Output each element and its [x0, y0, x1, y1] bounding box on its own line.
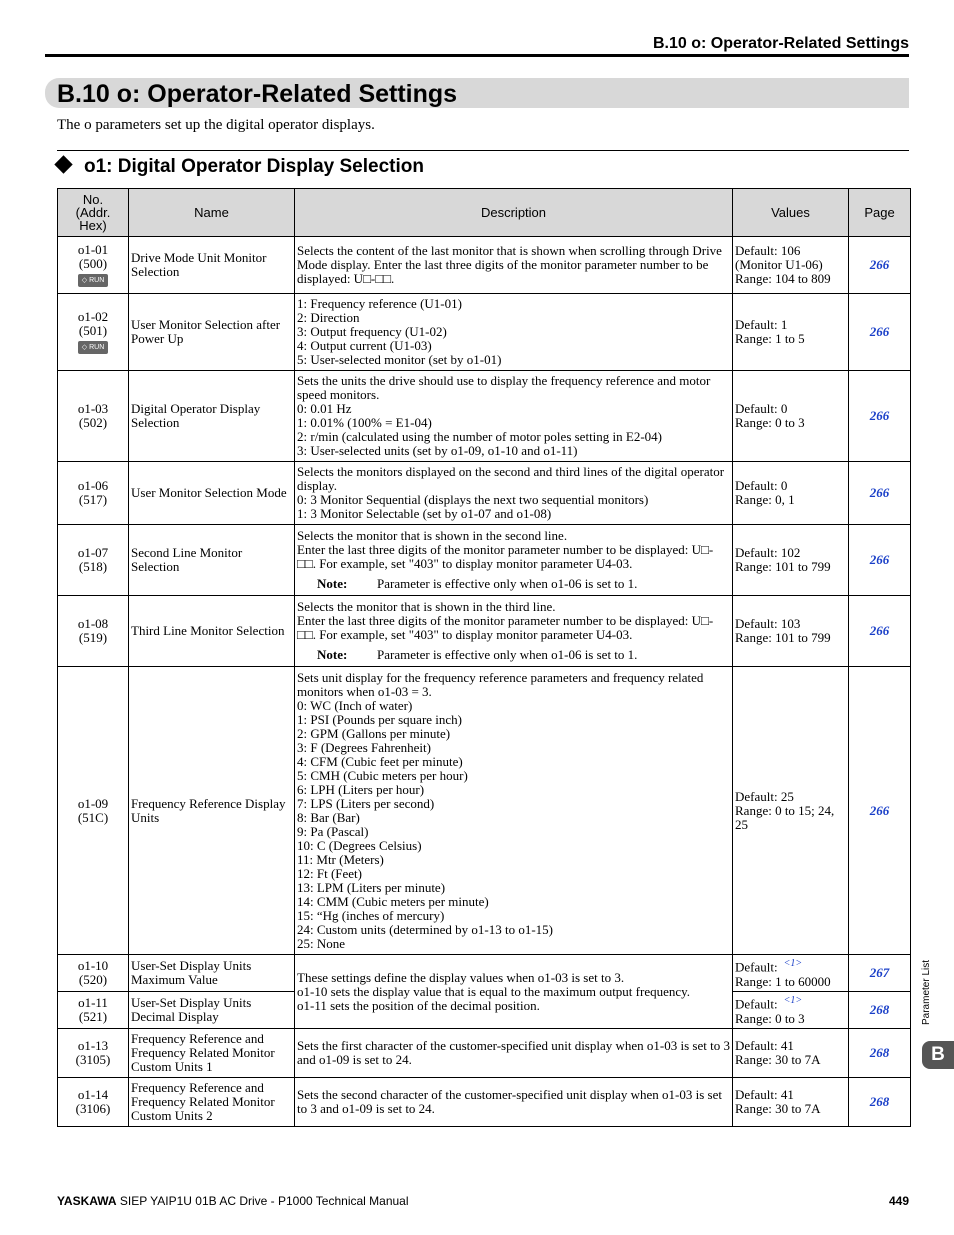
param-values [733, 992, 849, 1029]
description-line: 11: Mtr (Meters) [297, 851, 384, 867]
footnote-link[interactable]: <1> [783, 958, 803, 970]
param-number-cell [58, 1029, 129, 1078]
value-line [735, 416, 846, 430]
value-text: Default: 41 [735, 1038, 794, 1053]
param-description [295, 462, 733, 525]
value-text: Default: 41 [735, 1087, 794, 1102]
page-link[interactable]: 267 [849, 955, 911, 992]
footnote-link[interactable]: <1> [783, 995, 803, 1007]
description-line: 7: LPS (Liters per second) [297, 795, 435, 811]
param-address: (3106) [75, 1101, 111, 1116]
description-line: Selects the monitor that is shown in the second line. [297, 528, 568, 543]
param-name: Drive Mode Unit Monitor Selection [129, 237, 295, 294]
value-text: Range: 0 to 15; 24, 25 [735, 802, 835, 832]
header-description: Description [295, 189, 733, 237]
value-line [735, 318, 846, 332]
description-line: Sets the second character of the customer-specified unit display when o1-03 is set to 3 and o1-09 is set to 24. [297, 1087, 723, 1116]
description-line: Selects the content of the last monitor that is shown when scrolling through Drive Mode display. Enter the last three digits of the monitor parameter number to be displayed: U□-□□. [297, 243, 722, 286]
value-line [735, 1012, 846, 1026]
description-line: 12: Ft (Feet) [297, 865, 362, 881]
value-text: Range: 104 to 809 [735, 271, 831, 286]
param-name: User-Set Display Units Maximum Value [129, 955, 295, 992]
param-number-cell [58, 294, 129, 371]
value-text: Range: 0, 1 [735, 492, 795, 507]
param-number: o1-13 [77, 1038, 109, 1053]
value-text: Default: 102 [735, 545, 801, 560]
table-row [58, 294, 911, 371]
description-line: 3: F (Degrees Fahrenheit) [297, 739, 431, 755]
param-number-cell [58, 525, 129, 596]
description-line: 5: CMH (Cubic meters per hour) [297, 767, 468, 783]
description-line: Selects the monitors displayed on the second and third lines of the digital operator display. [297, 464, 725, 493]
page-link[interactable]: 266 [849, 371, 911, 462]
param-number-cell [58, 955, 129, 992]
parameter-table [57, 188, 911, 1127]
param-number: o1-14 [77, 1087, 109, 1102]
param-name: Frequency Reference Display Units [129, 667, 295, 955]
subsection-title: o1: Digital Operator Display Selection [84, 156, 424, 177]
description-line: 10: C (Degrees Celsius) [297, 837, 422, 853]
page-link[interactable]: 266 [849, 596, 911, 667]
value-text: Default: 106 [735, 243, 801, 258]
param-description [295, 237, 733, 294]
value-line [735, 493, 846, 507]
description-line: 0: 3 Monitor Sequential (displays the next two sequential monitors) [297, 492, 649, 507]
description-line: 2: r/min (calculated using the number of motor poles setting in E2-04) [297, 429, 663, 444]
value-text: Default: 103 [735, 616, 801, 631]
value-text: Range: 30 to 7A [735, 1101, 821, 1116]
param-name: Frequency Reference and Frequency Related Monitor Custom Units 2 [129, 1078, 295, 1127]
param-address: (520) [78, 972, 108, 987]
header-name: Name [129, 189, 295, 237]
header-no-line3: Hex) [79, 218, 107, 233]
param-values [733, 1078, 849, 1127]
param-name: User Monitor Selection Mode [129, 462, 295, 525]
param-values [733, 1029, 849, 1078]
value-line [735, 975, 846, 989]
run-icon: ◇ RUN [78, 341, 108, 354]
description-line: 2: GPM (Gallons per minute) [297, 725, 451, 741]
section-title: B.10 o: Operator-Related Settings [57, 80, 458, 108]
description-line: 2: Direction [297, 310, 360, 325]
note-label: Note: [317, 576, 348, 591]
page-link[interactable]: 266 [849, 237, 911, 294]
description-line: 1: 3 Monitor Selectable (set by o1-07 and o1-08) [297, 506, 552, 521]
param-values [733, 371, 849, 462]
description-line: Selects the monitor that is shown in the third line. [297, 599, 556, 614]
param-name: Second Line Monitor Selection [129, 525, 295, 596]
value-line [735, 258, 846, 272]
description-line: o1-11 sets the position of the decimal position. [297, 997, 540, 1013]
table-row [58, 525, 911, 596]
param-address: (517) [78, 492, 108, 507]
value-line [735, 994, 846, 1011]
value-text: Range: 1 to 60000 [735, 973, 831, 989]
description-line: Enter the last three digits of the monitor parameter number to be displayed: U□-□□. For example, set "403" to display monitor parameter U4-03. [297, 542, 714, 571]
param-description [295, 525, 733, 596]
param-values [733, 462, 849, 525]
table-row [58, 667, 911, 955]
table-row [58, 371, 911, 462]
param-name: User-Set Display Units Decimal Display [129, 992, 295, 1029]
value-line [735, 1088, 846, 1102]
note [297, 648, 730, 662]
value-line [735, 479, 846, 493]
value-text: Range: 1 to 5 [735, 331, 805, 346]
description-line: Sets the first character of the customer-specified unit display when o1-03 is set to 3 and o1-09 is set to 24. [297, 1038, 730, 1067]
side-tab-label: Parameter List [921, 959, 932, 1025]
value-line [735, 790, 846, 804]
description-line: 3: User-selected units (set by o1-09, o1-10 and o1-11) [297, 443, 578, 458]
description-line: 15: “Hg (inches of mercury) [297, 907, 445, 923]
note [297, 577, 730, 591]
page-link[interactable]: 268 [849, 992, 911, 1029]
param-number: o1-02 [77, 309, 109, 324]
header-page: Page [849, 189, 911, 237]
table-row [58, 1078, 911, 1127]
value-text: Range: 101 to 799 [735, 630, 831, 645]
header-no-line1: No. [82, 192, 104, 207]
description-line: 4: Output current (U1-03) [297, 338, 432, 353]
description-line: Sets unit display for the frequency reference parameters and frequency related monitors when o1-03 = 3. [297, 669, 704, 699]
description-line: Enter the last three digits of the monitor parameter number to be displayed: U□-□□. For example, set "403" to display monitor parameter U4-03. [297, 613, 714, 642]
footer-text: SIEP YAIP1U 01B AC Drive - P1000 Technical Manual [119, 1194, 409, 1208]
table-row [58, 237, 911, 294]
param-values [733, 955, 849, 992]
value-text: Range: 30 to 7A [735, 1052, 821, 1067]
header-rule [45, 54, 909, 57]
param-values [733, 237, 849, 294]
value-line [735, 272, 846, 286]
value-text: Range: 101 to 799 [735, 559, 831, 574]
param-number: o1-09 [77, 795, 109, 811]
page-link[interactable]: 268 [849, 1078, 911, 1127]
note-text: Parameter is effective only when o1-06 is set to 1. [377, 647, 638, 662]
description-line: 24: Custom units (determined by o1-13 to o1-15) [297, 921, 554, 937]
header-no [58, 189, 129, 237]
value-line [735, 631, 846, 645]
param-description [295, 294, 733, 371]
description-line: 25: None [297, 935, 346, 951]
page-link[interactable]: 266 [849, 667, 911, 955]
value-text: Default: 25 [735, 788, 794, 804]
description-line: 8: Bar (Bar) [297, 809, 360, 825]
param-description [295, 1029, 733, 1078]
param-description [295, 1078, 733, 1127]
value-text: Default: 1 [735, 317, 788, 332]
footer [57, 1194, 409, 1208]
param-description [295, 667, 733, 955]
param-description [295, 371, 733, 462]
param-number-cell [58, 1078, 129, 1127]
table-row [58, 1029, 911, 1078]
description-line: These settings define the display values when o1-03 is set to 3. [297, 969, 625, 985]
table-row [58, 462, 911, 525]
param-address: (518) [78, 559, 108, 574]
page-link[interactable]: 266 [849, 525, 911, 596]
value-text: (Monitor U1-06) [735, 257, 823, 272]
value-text: Default: [735, 996, 778, 1012]
description-line: 1: Frequency reference (U1-01) [297, 296, 462, 311]
table-header-row [58, 189, 911, 237]
param-number-cell [58, 667, 129, 955]
param-name: User Monitor Selection after Power Up [129, 294, 295, 371]
param-number-cell [58, 992, 129, 1029]
param-name: Third Line Monitor Selection [129, 596, 295, 667]
table-row [58, 955, 911, 992]
param-description [295, 955, 733, 1029]
header-no-line2: (Addr. [75, 205, 111, 220]
param-number: o1-06 [77, 478, 109, 493]
diamond-bullet-icon [54, 155, 72, 173]
description-line: 0: WC (Inch of water) [297, 697, 413, 713]
description-line: 9: Pa (Pascal) [297, 823, 369, 839]
param-number-cell [58, 237, 129, 294]
subsection-rule [57, 150, 909, 151]
param-values [733, 667, 849, 955]
value-text: Range: 0 to 3 [735, 1010, 805, 1026]
param-number: o1-11 [78, 995, 108, 1010]
value-text: Range: 0 to 3 [735, 415, 805, 430]
value-line [735, 804, 846, 832]
description-line: o1-10 sets the display value that is equal to the maximum output frequency. [297, 983, 691, 999]
note-text: Parameter is effective only when o1-06 is set to 1. [377, 576, 638, 591]
param-address: (502) [78, 415, 108, 430]
value-line [735, 546, 846, 560]
param-number-cell [58, 371, 129, 462]
table-row [58, 596, 911, 667]
param-number: o1-08 [77, 616, 109, 631]
param-number: o1-03 [77, 401, 109, 416]
param-address: (501) [78, 323, 108, 338]
param-number: o1-07 [77, 545, 109, 560]
page-link[interactable]: 266 [849, 462, 911, 525]
param-description [295, 596, 733, 667]
param-values [733, 294, 849, 371]
value-text: Default: 0 [735, 401, 788, 416]
value-line [735, 617, 846, 631]
description-line: 14: CMM (Cubic meters per minute) [297, 893, 489, 909]
param-name: Digital Operator Display Selection [129, 371, 295, 462]
value-line [735, 402, 846, 416]
param-number: o1-10 [77, 958, 109, 973]
description-line: 1: 0.01% (100% = E1-04) [297, 415, 432, 430]
value-line [735, 1102, 846, 1116]
page-link[interactable]: 266 [849, 294, 911, 371]
value-text: Default: 0 [735, 478, 788, 493]
param-address: (519) [78, 630, 108, 645]
param-address: (51C) [77, 809, 109, 825]
value-line [735, 957, 846, 974]
running-header: B.10 o: Operator-Related Settings [652, 35, 909, 52]
side-tab-letter: B [922, 1041, 954, 1069]
description-line: 5: User-selected monitor (set by o1-01) [297, 352, 502, 367]
value-line [735, 1039, 846, 1053]
description-line: 13: LPM (Liters per minute) [297, 879, 446, 895]
param-values [733, 525, 849, 596]
param-number-cell [58, 596, 129, 667]
value-line [735, 332, 846, 346]
value-line [735, 1053, 846, 1067]
value-line [735, 560, 846, 574]
description-line: 4: CFM (Cubic feet per minute) [297, 753, 463, 769]
description-line: 1: PSI (Pounds per square inch) [297, 711, 463, 727]
description-line: 3: Output frequency (U1-02) [297, 324, 447, 339]
param-address: (3105) [75, 1052, 111, 1067]
param-address: (521) [78, 1009, 108, 1024]
description-line: Sets the units the drive should use to display the frequency reference and motor speed monitors. [297, 373, 711, 402]
run-icon: ◇ RUN [78, 274, 108, 287]
param-name: Frequency Reference and Frequency Related Monitor Custom Units 1 [129, 1029, 295, 1078]
footer-brand: YASKAWA [57, 1194, 117, 1208]
description-line: 0: 0.01 Hz [297, 401, 352, 416]
param-number-cell [58, 462, 129, 525]
value-line [735, 244, 846, 258]
value-text: Default: [735, 959, 778, 975]
param-values [733, 596, 849, 667]
description-line: 6: LPH (Liters per hour) [297, 781, 425, 797]
intro-text: The o parameters set up the digital operator displays. [57, 117, 375, 133]
page-link[interactable]: 268 [849, 1029, 911, 1078]
note-label: Note: [317, 647, 348, 662]
param-address: (500) [78, 256, 108, 271]
param-number: o1-01 [77, 242, 109, 257]
page-number: 449 [888, 1194, 909, 1208]
header-values: Values [733, 189, 849, 237]
